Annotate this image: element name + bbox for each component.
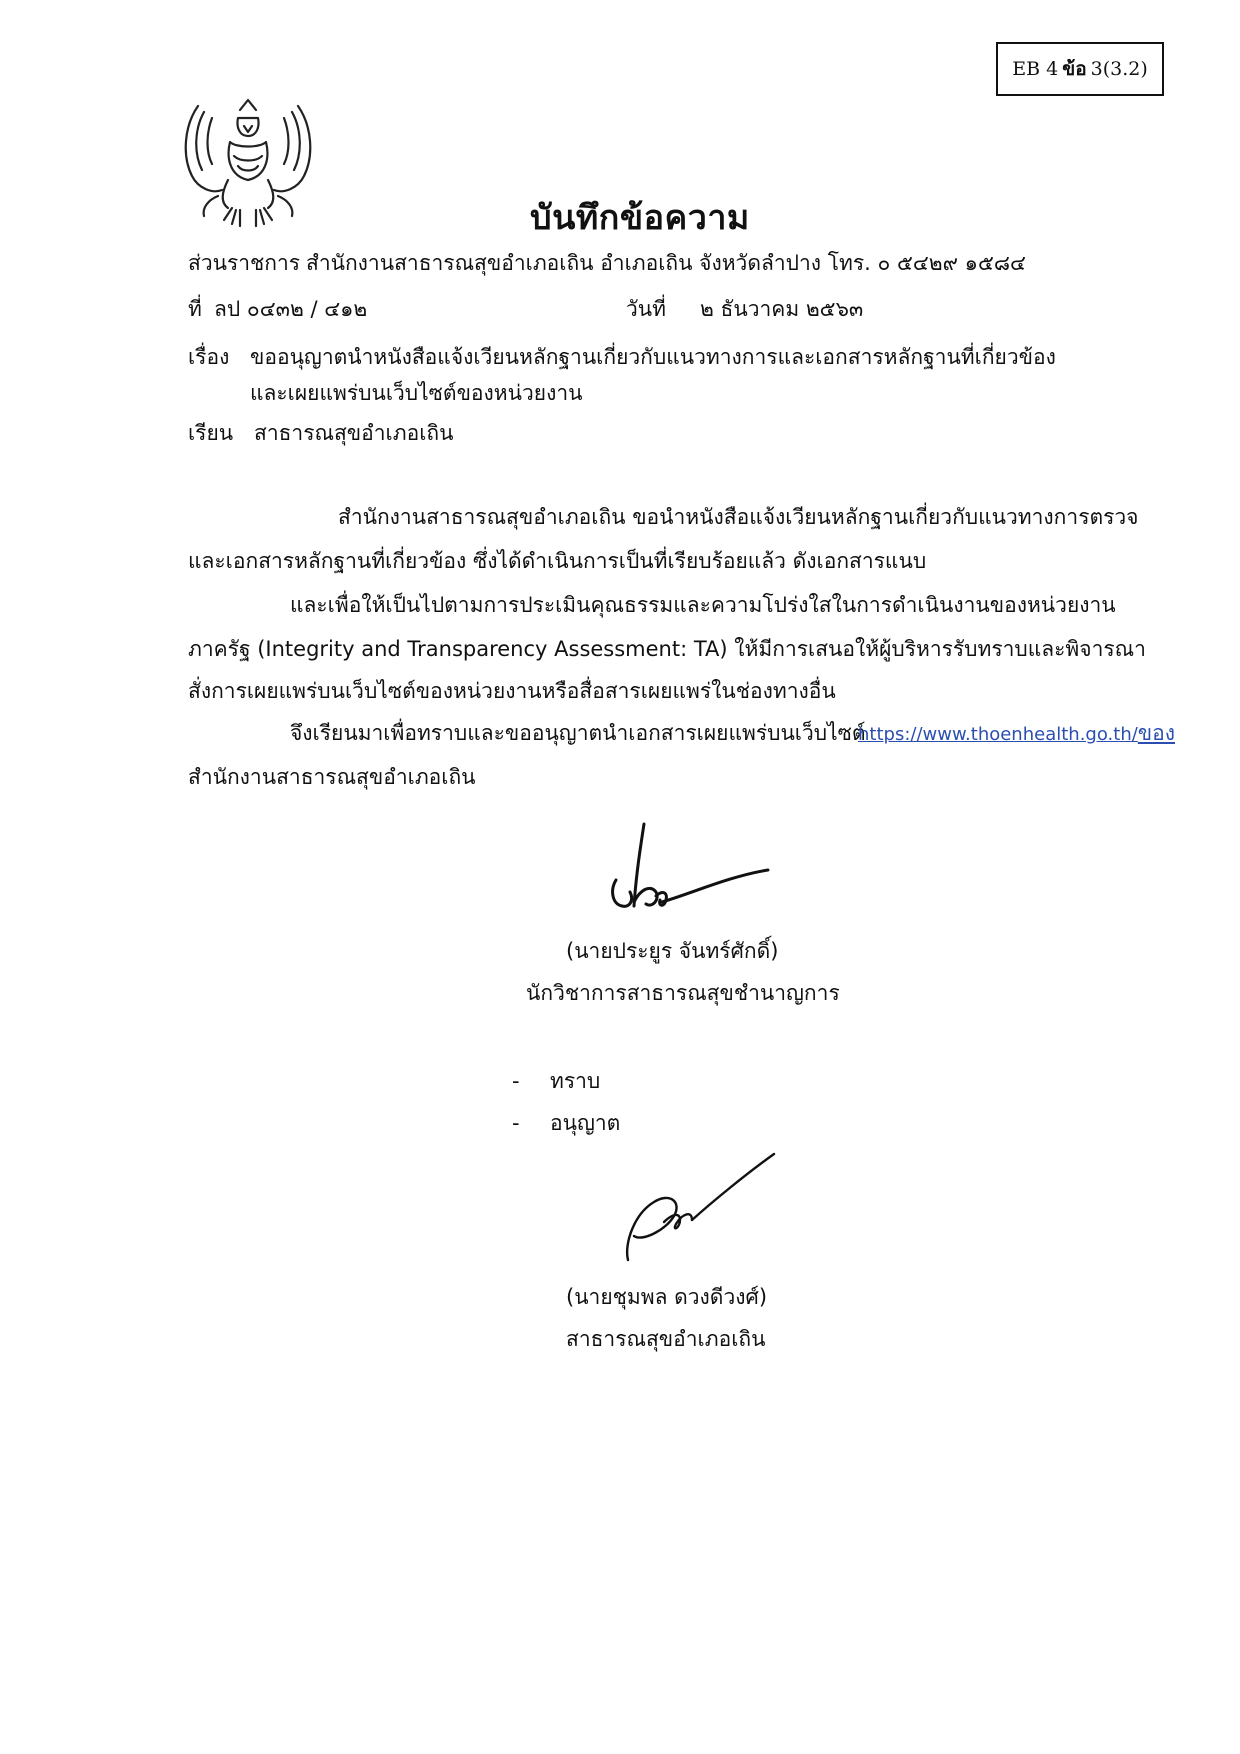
signature-2-icon xyxy=(620,1150,780,1265)
reference-suffix: 3(3.2) xyxy=(1090,58,1148,80)
subject-line-2: และเผยแพร่บนเว็บไซต์ของหน่วยงาน xyxy=(250,381,583,405)
reference-label: ที่ xyxy=(188,297,202,321)
body-paragraph-2-line-2: ภาครัฐ (Integrity and Transparency Assessment: TA) ให้มีการเสนอให้ผู้บริหารรับทราบและพิจารณา xyxy=(188,637,1146,661)
signer-2-position: สาธารณสุขอำเภอเถิน xyxy=(566,1327,766,1351)
subject-label: เรื่อง xyxy=(188,345,230,369)
recipient-label: เรียน xyxy=(188,421,234,445)
reference-box xyxy=(996,42,1164,96)
date-label: วันที่ xyxy=(626,297,666,321)
approval-item-acknowledge: ทราบ xyxy=(550,1069,601,1093)
body-paragraph-3-line-1: จึงเรียนมาเพื่อทราบและขออนุญาตนำเอกสารเผยแพร่บนเว็บไซต์ xyxy=(290,721,866,745)
signature-1-icon xyxy=(600,820,775,920)
agency-value: สำนักงานสาธารณสุขอำเภอเถิน อำเภอเถิน จังหวัดลำปาง โทร. ๐ ๕๔๒๙ ๑๕๘๔ xyxy=(306,251,1026,275)
agency-label: ส่วนราชการ xyxy=(188,251,301,275)
body-paragraph-2-line-1: และเพื่อให้เป็นไปตามการประเมินคุณธรรมและความโปร่งใสในการดำเนินงานของหน่วยงาน xyxy=(290,593,1116,617)
recipient-value: สาธารณสุขอำเภอเถิน xyxy=(254,421,454,445)
signer-2-name: (นายชุมพล ดวงดีวงศ์) xyxy=(566,1285,768,1309)
website-link[interactable]: https://www.thoenhealth.go.th/ xyxy=(858,724,1138,745)
website-link-tail[interactable]: ของ xyxy=(1137,721,1176,745)
date-value: ๒ ธันวาคม ๒๕๖๓ xyxy=(700,297,864,321)
approval-bullet-1: - xyxy=(512,1069,520,1093)
reference-number: ลป ๐๔๓๒ / ๔๑๒ xyxy=(214,297,368,321)
memo-title: บันทึกข้อความ xyxy=(530,198,750,238)
garuda-emblem-icon xyxy=(178,96,318,236)
body-paragraph-3-line-2: สำนักงานสาธารณสุขอำเภอเถิน xyxy=(188,765,476,789)
approval-bullet-2: - xyxy=(512,1111,520,1135)
website-link-row xyxy=(858,718,1175,750)
signer-1-position: นักวิชาการสาธารณสุขชำนาญการ xyxy=(526,981,840,1005)
body-paragraph-1-line-2: และเอกสารหลักฐานที่เกี่ยวข้อง ซึ่งได้ดำเนินการเป็นที่เรียบร้อยแล้ว ดังเอกสารแนบ xyxy=(188,549,927,573)
reference-prefix: EB 4 xyxy=(1012,58,1059,80)
reference-bold: ข้อ xyxy=(1062,58,1087,80)
body-paragraph-2-line-3: สั่งการเผยแพร่บนเว็บไซต์ของหน่วยงานหรือสื่อสารเผยแพร่ในช่องทางอื่น xyxy=(188,679,836,703)
subject-line-1: ขออนุญาตนำหนังสือแจ้งเวียนหลักฐานเกี่ยวกับแนวทางการและเอกสารหลักฐานที่เกี่ยวข้อง xyxy=(250,345,1056,369)
signer-1-name: (นายประยูร จันทร์ศักดิ์) xyxy=(566,939,779,963)
approval-item-permit: อนุญาต xyxy=(550,1111,621,1135)
body-paragraph-1-line-1: สำนักงานสาธารณสุขอำเภอเถิน ขอนำหนังสือแจ้งเวียนหลักฐานเกี่ยวกับแนวทางการตรวจ xyxy=(338,505,1139,529)
